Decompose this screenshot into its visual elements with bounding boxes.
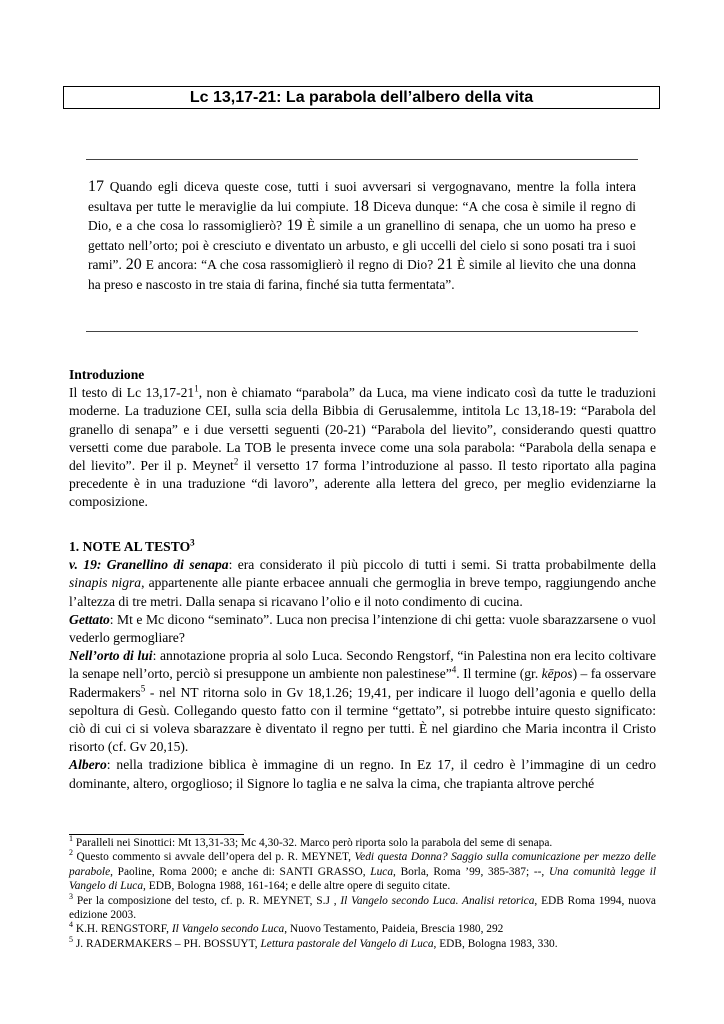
note-text: : Mt e Mc dicono “seminato”. Luca non precisa l’intenzione di chi getta: vuole sbarazzarsene o vuol vederlo germogliare?	[69, 611, 656, 646]
introduction-section	[69, 366, 656, 512]
verse-number-17: 17	[88, 178, 104, 195]
note-granellino	[69, 556, 656, 611]
footnote-number: 2	[69, 848, 73, 858]
note-text: . Il termine (gr.	[456, 666, 542, 682]
note-label-gettato: Gettato	[69, 611, 110, 627]
verse-text-21: È simile al lievito che una donna ha preso e nascosto in tre staia di farina, finché sia tutta fermentata”.	[88, 257, 636, 292]
intro-text-2: , non è chiamato “parabola” da Luca, ma viene indicato così da tutte le traduzioni moderne. La traduzione CEI, sulla scia della Bibbia di Gerusalemme, intitola Lc 13,18-19: “Parabola del granello di senapa” e i due versetti seguenti (20-21) “Parabola del lievito”, considerando questi quattro versetti come due parabole. La TOB le presenta invece come una sola parabola: “Parabola della senapa e del lievito”. Per il p. Meynet	[69, 385, 656, 474]
note-text: ) – fa osservare Radermakers	[69, 666, 656, 700]
footnote-text: , EDB, Bologna 1988, 161-164; e delle altre opere di seguito citate.	[143, 880, 451, 893]
note-text: : era considerato il più piccolo di tutti i semi. Si tratta probabilmente della	[228, 557, 656, 573]
footnote-ref-1[interactable]: 1	[194, 383, 199, 394]
footnote-1	[69, 836, 656, 850]
note-label-granellino: v. 19: Granellino di senapa	[69, 557, 229, 573]
intro-text-1: Il testo di Lc 13,17-21	[69, 385, 195, 401]
footnotes	[69, 836, 656, 951]
footnote-number: 1	[69, 834, 73, 844]
footnote-number: 3	[69, 891, 73, 901]
footnote-text: Paralleli nei Sinottici: Mt 13,31-33; Mc 4,30-32. Marco però riporta solo la parabola del seme di senapa.	[73, 837, 553, 849]
note-albero	[69, 756, 656, 792]
note-text: : nella tradizione biblica è immagine di un regno. In Ez 17, il cedro è l’immagine di un cedro dominante, altero, orgoglioso; il Signore lo taglia e ne salva la cima, che trapianta altrove perché	[69, 757, 656, 791]
footnote-text: , Paoline, Roma 2000; e anche di: SANTI GRASSO,	[110, 865, 371, 878]
verse-text-19: È simile a un granellino di senapa, che un uomo ha preso e gettato nell’orto; poi è cresciuto e diventato un arbusto, e gli uccelli del cielo si sono posati tra i suoi rami”.	[88, 218, 636, 272]
footnote-4	[69, 922, 656, 936]
footnote-italic: Il Vangelo secondo Luca	[171, 923, 285, 936]
page-title: Lc 13,17-21: La parabola dell’albero della vita	[63, 86, 660, 109]
footnote-italic: Luca	[370, 865, 394, 878]
footnote-text: , Nuovo Testamento, Paideia, Brescia 1980, 292	[284, 923, 504, 936]
footnote-number: 5	[69, 935, 73, 945]
footnote-text: Per la composizione del testo, cf. p. R. MEYNET, S.J ,	[73, 894, 341, 907]
note-latin-term: sinapis nigra	[69, 575, 142, 591]
footnote-italic: Vedi questa Donna? Saggio sulla comunicazione per mezzo delle parabole	[69, 851, 656, 878]
note-text: , appartenente alle piante erbacee annuali che germoglia in breve tempo, raggiungendo anche l’altezza di tre metri. Dalla senapa si ricavano l’olio e il noto condimento di cucina.	[69, 575, 656, 609]
footnote-2	[69, 850, 656, 893]
footnote-ref-4[interactable]: 4	[451, 664, 457, 675]
footnote-text: , Borla, Roma ’99, 385-387; --,	[393, 865, 549, 878]
footnote-5	[69, 937, 656, 951]
scripture-passage	[88, 177, 636, 294]
notes-heading	[69, 538, 656, 556]
verse-number-19: 19	[286, 217, 303, 234]
intro-text-3: il versetto 17 forma l’introduzione al passo. Il testo riportato alla pagina precedente è in una traduzione “di lavoro”, aderente alla lettera del greco, per meglio evidenziarne la composizione.	[69, 458, 656, 510]
note-label-albero: Albero	[69, 757, 107, 773]
footnote-text: K.H. RENGSTORF,	[73, 923, 172, 936]
introduction-paragraph	[69, 384, 656, 511]
footnote-ref-5[interactable]: 5	[140, 683, 146, 694]
footnote-ref-2[interactable]: 2	[233, 456, 239, 467]
footnote-text: Questo commento si avvale dell’opera del p. R. MEYNET,	[73, 851, 355, 864]
footnote-italic: Lettura pastorale del Vangelo di Luca	[260, 937, 434, 950]
footnote-text: , EDB Roma 1994, nuova edizione 2003.	[69, 894, 656, 922]
footnote-text: J. RADERMAKERS – PH. BOSSUYT,	[73, 937, 261, 950]
introduction-heading: Introduzione	[69, 367, 145, 382]
verse-number-21: 21	[437, 256, 454, 273]
footnote-italic: Una comunità legge il Vangelo di Luca	[69, 865, 656, 893]
verse-text-18: Diceva dunque: “A che cosa è simile il regno di Dio, e a che cosa lo rassomiglierò?	[88, 198, 636, 233]
footnote-italic: Il Vangelo secondo Luca. Analisi retorica	[340, 894, 535, 907]
notes-section	[69, 538, 656, 793]
notes-heading-text: 1. NOTE AL TESTO	[69, 539, 191, 554]
note-orto	[69, 647, 656, 756]
verse-number-20: 20	[125, 256, 142, 273]
footnote-text: , EDB, Bologna 1983, 330.	[433, 937, 558, 950]
verse-text-20: E ancora: “A che cosa rassomiglierò il regno di Dio?	[141, 257, 438, 272]
footnote-ref-3[interactable]: 3	[190, 537, 195, 548]
passage-bottom-rule	[86, 331, 638, 332]
note-gettato	[69, 611, 656, 647]
note-label-orto: Nell’orto di lui	[69, 648, 153, 664]
passage-top-rule	[86, 159, 638, 160]
footnote-3	[69, 891, 656, 923]
note-text: - nel NT ritorna solo in Gv 18,1.26; 19,41, per indicare il luogo dell’agonia e quello della sepoltura di Gesù. Collegando questo fatto con il termine “gettato”, si potrebbe intuire questo significato: ciò di cui ci si voleva sbarazzare è diventato il regno per tutti. È nel giardino che Maria incontra il Cristo risorto (cf. Gv 20,15).	[69, 684, 656, 755]
footnote-separator	[69, 834, 244, 835]
verse-number-18: 18	[352, 197, 369, 215]
note-text: : annotazione propria al solo Luca. Secondo Rengstorf, “in Palestina non era lecito coltivare la senape nell’orto, perciò si presuppone un ambiente non palestinese”	[69, 648, 656, 682]
footnote-number: 4	[69, 920, 73, 930]
verse-text-17: Quando egli diceva queste cose, tutti i suoi avversari si vergognavano, mentre la folla intera esultava per tutte le meraviglie da lui compiute.	[88, 179, 636, 214]
note-greek-term: kēpos	[541, 666, 573, 682]
